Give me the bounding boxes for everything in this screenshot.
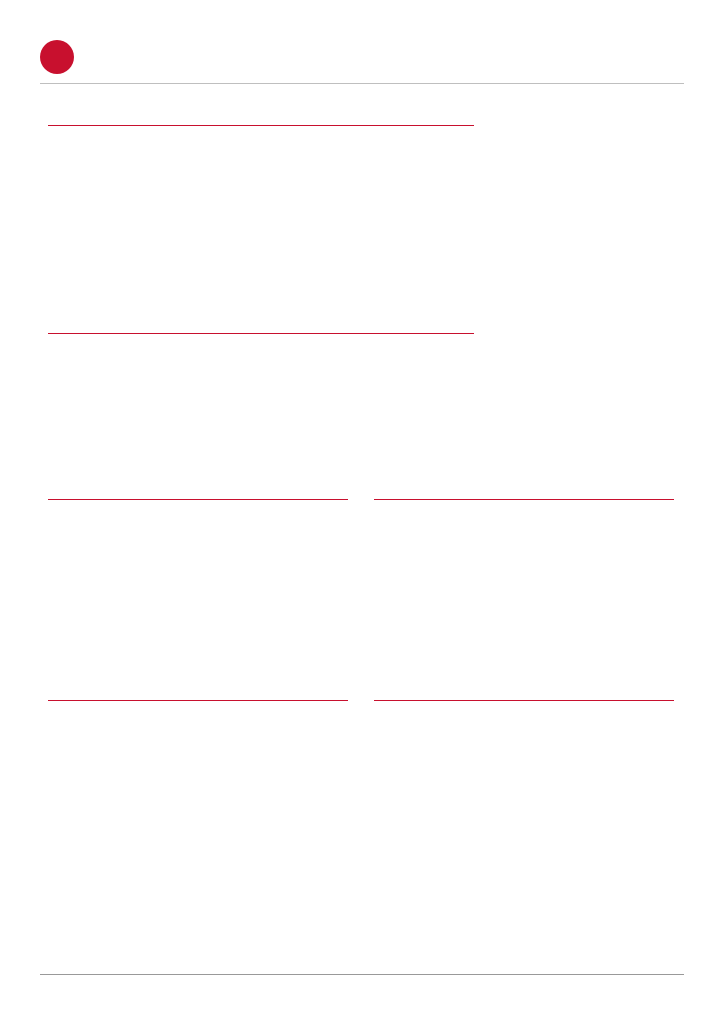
figure-4-source — [374, 700, 674, 704]
page-header — [40, 38, 684, 84]
logo-mark-icon — [40, 40, 74, 74]
page-footer — [40, 974, 684, 998]
figure-3-source — [48, 700, 348, 704]
figure-2 — [48, 122, 474, 337]
figure-4 — [374, 496, 674, 704]
figure-3-chart — [48, 500, 348, 680]
figure-2-source — [48, 333, 474, 337]
paragraph-1 — [48, 346, 674, 486]
paragraph-2 — [48, 744, 674, 940]
figure-3 — [48, 496, 348, 704]
company-logo — [40, 38, 190, 78]
figure-4-chart — [374, 500, 674, 680]
figure-2-chart — [48, 126, 474, 331]
